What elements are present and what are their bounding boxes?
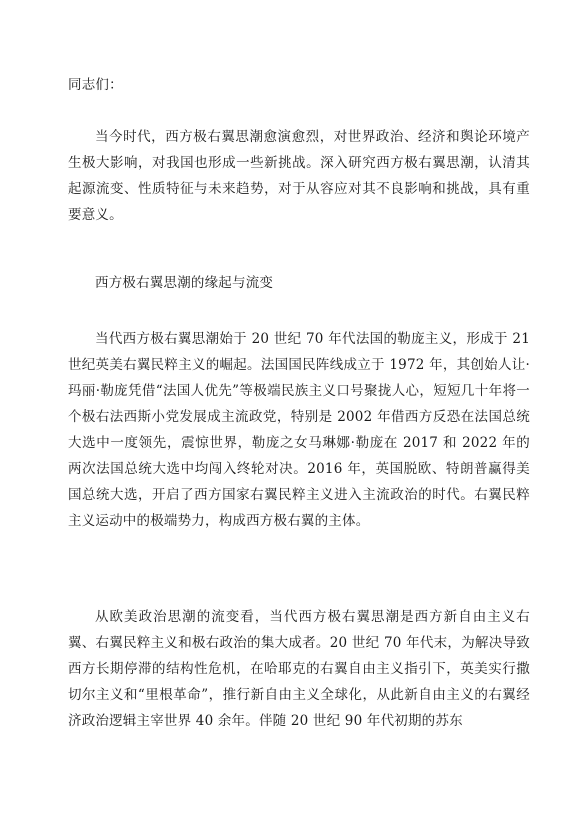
greeting: 同志们： (68, 77, 123, 93)
body-paragraph-origin: 当代西方极右翼思潮始于 20 世纪 70 年代法国的勒庞主义，形成于 21 世纪英美右翼民粹主义的崛起。法国国民阵线成立于 1972 年，其创始人让·玛丽·勒庞凭借“法国人优先”等极端民族主义口号聚拢人心，短短几十年将一个极右法西斯小党发展成主流政党，特别是 2002 年借西方反恐在法国总统大选中一度领先，震惊世界，勒庞之女马琳娜·勒庞在 2017 和 2022 年的两次法国总统大选中均闯入终轮对决。2016 年，英国脱欧、特朗普赢得美国总统大选，开启了西方国家右翼民粹主义进入主流政治的时代。右翼民粹主义运动中的极端势力，构成西方极右翼的主体。 (68, 331, 530, 529)
intro-paragraph: 当今时代，西方极右翼思潮愈演愈烈，对世界政治、经济和舆论环境产生极大影响，对我国也形成一些新挑战。深入研究西方极右翼思潮，认清其起源流变、性质特征与未来趋势，对于从容应对其不良影响和挑战，具有重要意义。 (68, 129, 530, 223)
body-paragraph-evolution: 从欧美政治思潮的流变看，当代西方极右翼思潮是西方新自由主义右翼、右翼民粹主义和极右政治的集大成者。20 世纪 70 年代末，为解决导致西方长期停滞的结构性危机，在哈耶克的右翼自由主义指引下，英美实行撒切尔主义和“里根革命”，推行新自由主义全球化，从此新自由主义的右翼经济政治逻辑主宰世界 40 余年。伴随 20 世纪 90 年代初期的苏东 (68, 609, 530, 729)
section-heading: 西方极右翼思潮的缘起与流变 (95, 275, 274, 291)
